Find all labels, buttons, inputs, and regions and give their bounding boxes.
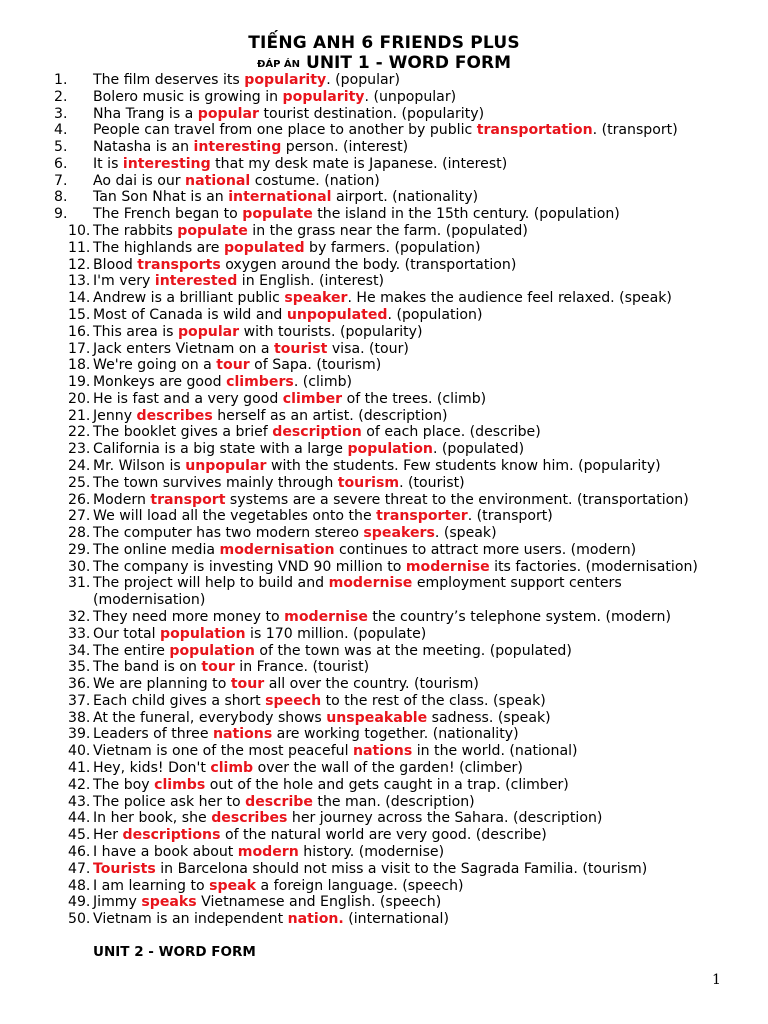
item-number: 32. <box>68 609 91 625</box>
item-number: 39. <box>68 726 91 743</box>
sentence-start: The rabbits <box>93 223 178 240</box>
sentence-end: . (transport) <box>467 508 553 525</box>
item-number: 49. <box>68 894 91 911</box>
exercise-item <box>0 626 740 643</box>
exercise-list <box>0 72 740 928</box>
answer-word: transports <box>137 256 221 273</box>
exercise-item <box>0 122 740 139</box>
sentence-start: Jimmy <box>93 894 142 911</box>
answer-word: populated <box>223 239 305 256</box>
item-number: 17. <box>68 340 91 357</box>
sentence-start: The booklet gives a brief <box>93 424 273 441</box>
exercise-item <box>0 525 740 542</box>
sentence-start: People can travel from one place to another by public <box>93 122 477 139</box>
exercise-item <box>0 726 740 743</box>
answer-word: modern <box>237 843 299 860</box>
exercise-item <box>0 156 740 173</box>
exercise-item <box>0 408 740 425</box>
exercise-item <box>0 257 740 274</box>
exercise-item <box>0 206 740 223</box>
exercise-item <box>0 693 740 710</box>
sentence-end: its factories. (modernisation) <box>489 558 698 575</box>
answer-word: international <box>228 189 332 206</box>
item-number: 37. <box>68 692 91 709</box>
sentence-start: Ao dai is our <box>93 172 186 189</box>
item-number: 48. <box>68 877 91 894</box>
sentence-end: are working together. (nationality) <box>272 726 519 743</box>
sentence-end: costume. (nation) <box>250 172 380 189</box>
sentence-end: (international) <box>343 911 449 928</box>
document-title: TIẾNG ANH 6 FRIENDS PLUS <box>248 33 520 53</box>
answer-word: tour <box>216 357 250 374</box>
exercise-item <box>0 575 740 592</box>
sentence-end: continues to attract more users. (modern) <box>334 541 637 558</box>
answer-word: popular <box>177 323 240 340</box>
answer-word: transporter <box>376 508 468 525</box>
exercise-item <box>0 391 740 408</box>
sentence-end: the man. (description) <box>312 793 475 810</box>
answer-word: describe <box>245 793 313 810</box>
item-number: 3. <box>54 105 68 122</box>
exercise-item <box>0 827 740 844</box>
sentence-start: We are planning to <box>93 676 231 693</box>
next-section-heading: UNIT 2 - WORD FORM <box>93 944 256 960</box>
sentence-start: The entire <box>93 642 170 659</box>
item-number: 9. <box>54 206 68 223</box>
item-number: 5. <box>54 139 68 156</box>
sentence-start: The computer has two modern stereo <box>93 525 364 542</box>
answer-word: populate <box>242 206 313 223</box>
item-number: 19. <box>68 374 91 391</box>
answer-word: Tourists <box>93 860 156 877</box>
answer-word: descriptions <box>122 827 221 844</box>
item-number: 33. <box>68 625 91 642</box>
sentence-end: . He makes the audience feel relaxed. (speak) <box>347 290 672 307</box>
sentence-end: of the town was at the meeting. (populated) <box>254 642 572 659</box>
sentence-start: The town survives mainly through <box>93 474 338 491</box>
sentence-start: It is <box>93 155 123 172</box>
sentence-end: out of the hole and gets caught in a trap. (climber) <box>205 776 569 793</box>
exercise-item <box>0 240 740 257</box>
sentence-end: of the natural world are very good. (describe) <box>220 827 547 844</box>
answer-word: speech <box>265 692 322 709</box>
sentence-start: He is fast and a very good <box>93 390 283 407</box>
sentence-end: in the world. (national) <box>412 743 578 760</box>
item-number: 25. <box>68 474 91 491</box>
exercise-item <box>0 458 740 475</box>
exercise-item <box>0 794 740 811</box>
sentence-end: oxygen around the body. (transportation) <box>220 256 517 273</box>
exercise-item <box>0 492 740 509</box>
item-number: 23. <box>68 441 91 458</box>
sentence-start: Leaders of three <box>93 726 213 743</box>
answer-word: population <box>347 441 433 458</box>
sentence-start: California is a big state with a large <box>93 441 348 458</box>
sentence-start: Our total <box>93 625 161 642</box>
exercise-item <box>0 911 740 928</box>
sentence-start: Jack enters Vietnam on a <box>93 340 274 357</box>
unit-title: UNIT 1 - WORD FORM <box>306 53 512 73</box>
item-number: 6. <box>54 155 68 172</box>
answer-word: speaker <box>284 290 348 307</box>
sentence-end: her journey across the Sahara. (description) <box>287 810 603 827</box>
sentence-end: . (climb) <box>293 374 353 391</box>
item-number: 11. <box>68 239 91 256</box>
sentence-start: The company is investing VND 90 million to <box>93 558 406 575</box>
sentence-start: Jenny <box>93 407 137 424</box>
sentence-end: in France. (tourist) <box>234 659 370 676</box>
exercise-item <box>0 475 740 492</box>
sentence-start: Each child gives a short <box>93 692 266 709</box>
sentence-end: with the students. Few students know him. (popularity) <box>266 457 661 474</box>
sentence-end: visa. (tour) <box>327 340 409 357</box>
exercise-item <box>0 374 740 391</box>
sentence-start: The highlands are <box>93 239 224 256</box>
exercise-item <box>0 223 740 240</box>
sentence-start: The French began to <box>93 206 243 223</box>
sentence-start: Vietnam is one of the most peaceful <box>93 743 354 760</box>
sentence-end: over the wall of the garden! (climber) <box>253 760 523 777</box>
exercise-item <box>0 273 740 290</box>
exercise-item <box>0 592 740 609</box>
exercise-item <box>0 878 740 895</box>
item-number: 38. <box>68 709 91 726</box>
sentence-end: tourist destination. (popularity) <box>258 105 485 122</box>
answer-word: transport <box>150 491 226 508</box>
sentence-end: of the trees. (climb) <box>342 390 487 407</box>
item-number: 41. <box>68 760 91 777</box>
answer-word: unspeakable <box>326 709 428 726</box>
sentence-end: to the rest of the class. (speak) <box>321 692 546 709</box>
sentence-end: person. (interest) <box>281 139 409 156</box>
item-number: 30. <box>68 558 91 575</box>
item-number: 15. <box>68 306 91 323</box>
item-number: 43. <box>68 793 91 810</box>
sentence-start: The online media <box>93 541 220 558</box>
sentence-start: The project will help to build and <box>93 575 329 592</box>
sentence-end: is 170 million. (populate) <box>245 625 427 642</box>
exercise-item <box>0 810 740 827</box>
answer-word: tourism <box>337 474 400 491</box>
answer-word: population <box>169 642 255 659</box>
sentence-end: the island in the 15th century. (population) <box>312 206 620 223</box>
answer-word: populate <box>177 223 248 240</box>
item-number: 40. <box>68 743 91 760</box>
answer-word: population <box>160 625 246 642</box>
item-number: 1. <box>54 72 68 88</box>
exercise-item <box>0 189 740 206</box>
exercise-item <box>0 894 740 911</box>
sentence-end: . (transport) <box>592 122 678 139</box>
sentence-start: Tan Son Nhat is an <box>93 189 229 206</box>
sentence-end: all over the country. (tourism) <box>264 676 479 693</box>
sentence-start: Monkeys are good <box>93 374 227 391</box>
item-number: 4. <box>54 122 68 139</box>
sentence-end: of each place. (describe) <box>361 424 541 441</box>
answer-key-label: ĐÁP ÁN <box>256 59 301 70</box>
answer-word: describes <box>136 407 213 424</box>
item-number: 2. <box>54 88 68 105</box>
answer-word: modernise <box>328 575 413 592</box>
item-number: 44. <box>68 810 91 827</box>
sentence-end: airport. (nationality) <box>331 189 479 206</box>
sentence-start: Andrew is a brilliant public <box>93 290 285 307</box>
sentence-end: . (popular) <box>326 72 400 88</box>
exercise-item <box>0 307 740 324</box>
exercise-item <box>0 659 740 676</box>
exercise-item <box>0 173 740 190</box>
sentence-end: . (unpopular) <box>364 88 457 105</box>
item-number: 50. <box>68 911 91 928</box>
item-number: 36. <box>68 676 91 693</box>
answer-word: popularity <box>244 72 327 88</box>
sentence-end: with tourists. (popularity) <box>239 323 423 340</box>
sentence-start: Her <box>93 827 123 844</box>
answer-word: modernisation <box>219 541 335 558</box>
answer-word: climbs <box>154 776 206 793</box>
exercise-item <box>0 341 740 358</box>
item-number: 46. <box>68 843 91 860</box>
sentence-end: . (populated) <box>432 441 525 458</box>
sentence-start: Mr. Wilson is <box>93 457 186 474</box>
sentence-end: that my desk mate is Japanese. (interest) <box>210 155 508 172</box>
exercise-item <box>0 743 740 760</box>
exercise-item <box>0 559 740 576</box>
item-number: 47. <box>68 860 91 877</box>
sentence-start: Modern <box>93 491 151 508</box>
answer-word: tour <box>230 676 265 693</box>
exercise-item <box>0 324 740 341</box>
item-number: 27. <box>68 508 91 525</box>
answer-word: tour <box>201 659 235 676</box>
item-number: 18. <box>68 357 91 374</box>
item-number: 42. <box>68 776 91 793</box>
exercise-item <box>0 710 740 727</box>
sentence-end: . (population) <box>387 306 483 323</box>
sentence-start: Natasha is an <box>93 139 194 156</box>
sentence-start: We will load all the vegetables onto the <box>93 508 377 525</box>
item-number: 24. <box>68 457 91 474</box>
exercise-item <box>0 139 740 156</box>
answer-word: national <box>185 172 251 189</box>
sentence-end: by farmers. (population) <box>304 239 481 256</box>
sentence-start: They need more money to <box>93 609 285 625</box>
answer-word: nation. <box>287 911 344 928</box>
sentence-start: This area is <box>93 323 178 340</box>
item-number: 22. <box>68 424 91 441</box>
sentence-start: (modernisation) <box>93 592 206 609</box>
item-number: 13. <box>68 273 91 290</box>
item-number: 31. <box>68 575 91 592</box>
exercise-item <box>0 861 740 878</box>
sentence-start: Hey, kids! Don't <box>93 760 211 777</box>
item-number: 16. <box>68 323 91 340</box>
sentence-end: employment support centers <box>412 575 622 592</box>
page-number: 1 <box>712 972 721 988</box>
sentence-end: of Sapa. (tourism) <box>249 357 382 374</box>
sentence-start: Nha Trang is a <box>93 105 198 122</box>
exercise-item <box>0 542 740 559</box>
item-number: 26. <box>68 491 91 508</box>
item-number: 28. <box>68 525 91 542</box>
answer-word: unpopular <box>185 457 267 474</box>
exercise-item <box>0 357 740 374</box>
item-number: 12. <box>68 256 91 273</box>
exercise-item <box>0 424 740 441</box>
sentence-start: Most of Canada is wild and <box>93 306 287 323</box>
item-number: 8. <box>54 189 68 206</box>
answer-word: popularity <box>282 88 365 105</box>
sentence-start: In her book, she <box>93 810 212 827</box>
answer-word: modernise <box>405 558 490 575</box>
sentence-end: . (tourist) <box>399 474 465 491</box>
sentence-start: We're going on a <box>93 357 217 374</box>
answer-word: interesting <box>193 139 282 156</box>
sentence-start: The boy <box>93 776 155 793</box>
sentence-start: The film deserves its <box>93 72 245 88</box>
answer-word: climb <box>210 760 254 777</box>
sentence-end: in the grass near the farm. (populated) <box>247 223 528 240</box>
answer-word: describes <box>211 810 288 827</box>
item-number: 45. <box>68 827 91 844</box>
answer-word: speaks <box>141 894 197 911</box>
answer-word: modernise <box>284 609 368 625</box>
exercise-item <box>0 290 740 307</box>
exercise-item <box>0 609 740 626</box>
answer-word: transportation <box>476 122 593 139</box>
answer-word: interested <box>154 273 238 290</box>
item-number: 29. <box>68 541 91 558</box>
sentence-end: in English. (interest) <box>237 273 385 290</box>
item-number: 20. <box>68 390 91 407</box>
sentence-start: The band is on <box>93 659 202 676</box>
item-number: 35. <box>68 659 91 676</box>
sentence-start: The police ask her to <box>93 793 246 810</box>
sentence-end: sadness. (speak) <box>427 709 551 726</box>
item-number: 34. <box>68 642 91 659</box>
exercise-item <box>0 760 740 777</box>
answer-word: nations <box>353 743 413 760</box>
sentence-end: Vietnamese and English. (speech) <box>196 894 442 911</box>
sentence-end: in Barcelona should not miss a visit to the Sagrada Familia. (tourism) <box>155 860 648 877</box>
sentence-start: I'm very <box>93 273 155 290</box>
answer-word: tourist <box>273 340 328 357</box>
answer-word: speak <box>209 877 257 894</box>
sentence-end: a foreign language. (speech) <box>256 877 464 894</box>
sentence-start: I have a book about <box>93 843 238 860</box>
answer-word: climbers <box>226 374 294 391</box>
exercise-item <box>0 89 740 106</box>
answer-word: description <box>272 424 362 441</box>
exercise-item <box>0 72 740 89</box>
sentence-start: Vietnam is an independent <box>93 911 288 928</box>
sentence-start: Blood <box>93 256 138 273</box>
answer-word: climber <box>282 390 343 407</box>
sentence-start: At the funeral, everybody shows <box>93 709 327 726</box>
answer-word: popular <box>197 105 259 122</box>
sentence-start: I am learning to <box>93 877 210 894</box>
exercise-item <box>0 643 740 660</box>
item-number: 7. <box>54 172 68 189</box>
item-number: 10. <box>68 223 91 240</box>
exercise-item <box>0 844 740 861</box>
item-number: 21. <box>68 407 91 424</box>
sentence-end: the country’s telephone system. (modern) <box>367 609 671 625</box>
exercise-item <box>0 441 740 458</box>
answer-word: unpopulated <box>286 306 388 323</box>
exercise-item <box>0 508 740 525</box>
sentence-end: history. (modernise) <box>298 843 445 860</box>
sentence-end: systems are a severe threat to the environment. (transportation) <box>225 491 689 508</box>
sentence-start: Bolero music is growing in <box>93 88 283 105</box>
answer-word: speakers <box>363 525 435 542</box>
exercise-item <box>0 106 740 123</box>
item-number: 14. <box>68 290 91 307</box>
sentence-end: herself as an artist. (description) <box>212 407 448 424</box>
answer-word: interesting <box>122 155 211 172</box>
exercise-item <box>0 777 740 794</box>
exercise-item <box>0 676 740 693</box>
sentence-end: . (speak) <box>434 525 497 542</box>
answer-word: nations <box>212 726 273 743</box>
